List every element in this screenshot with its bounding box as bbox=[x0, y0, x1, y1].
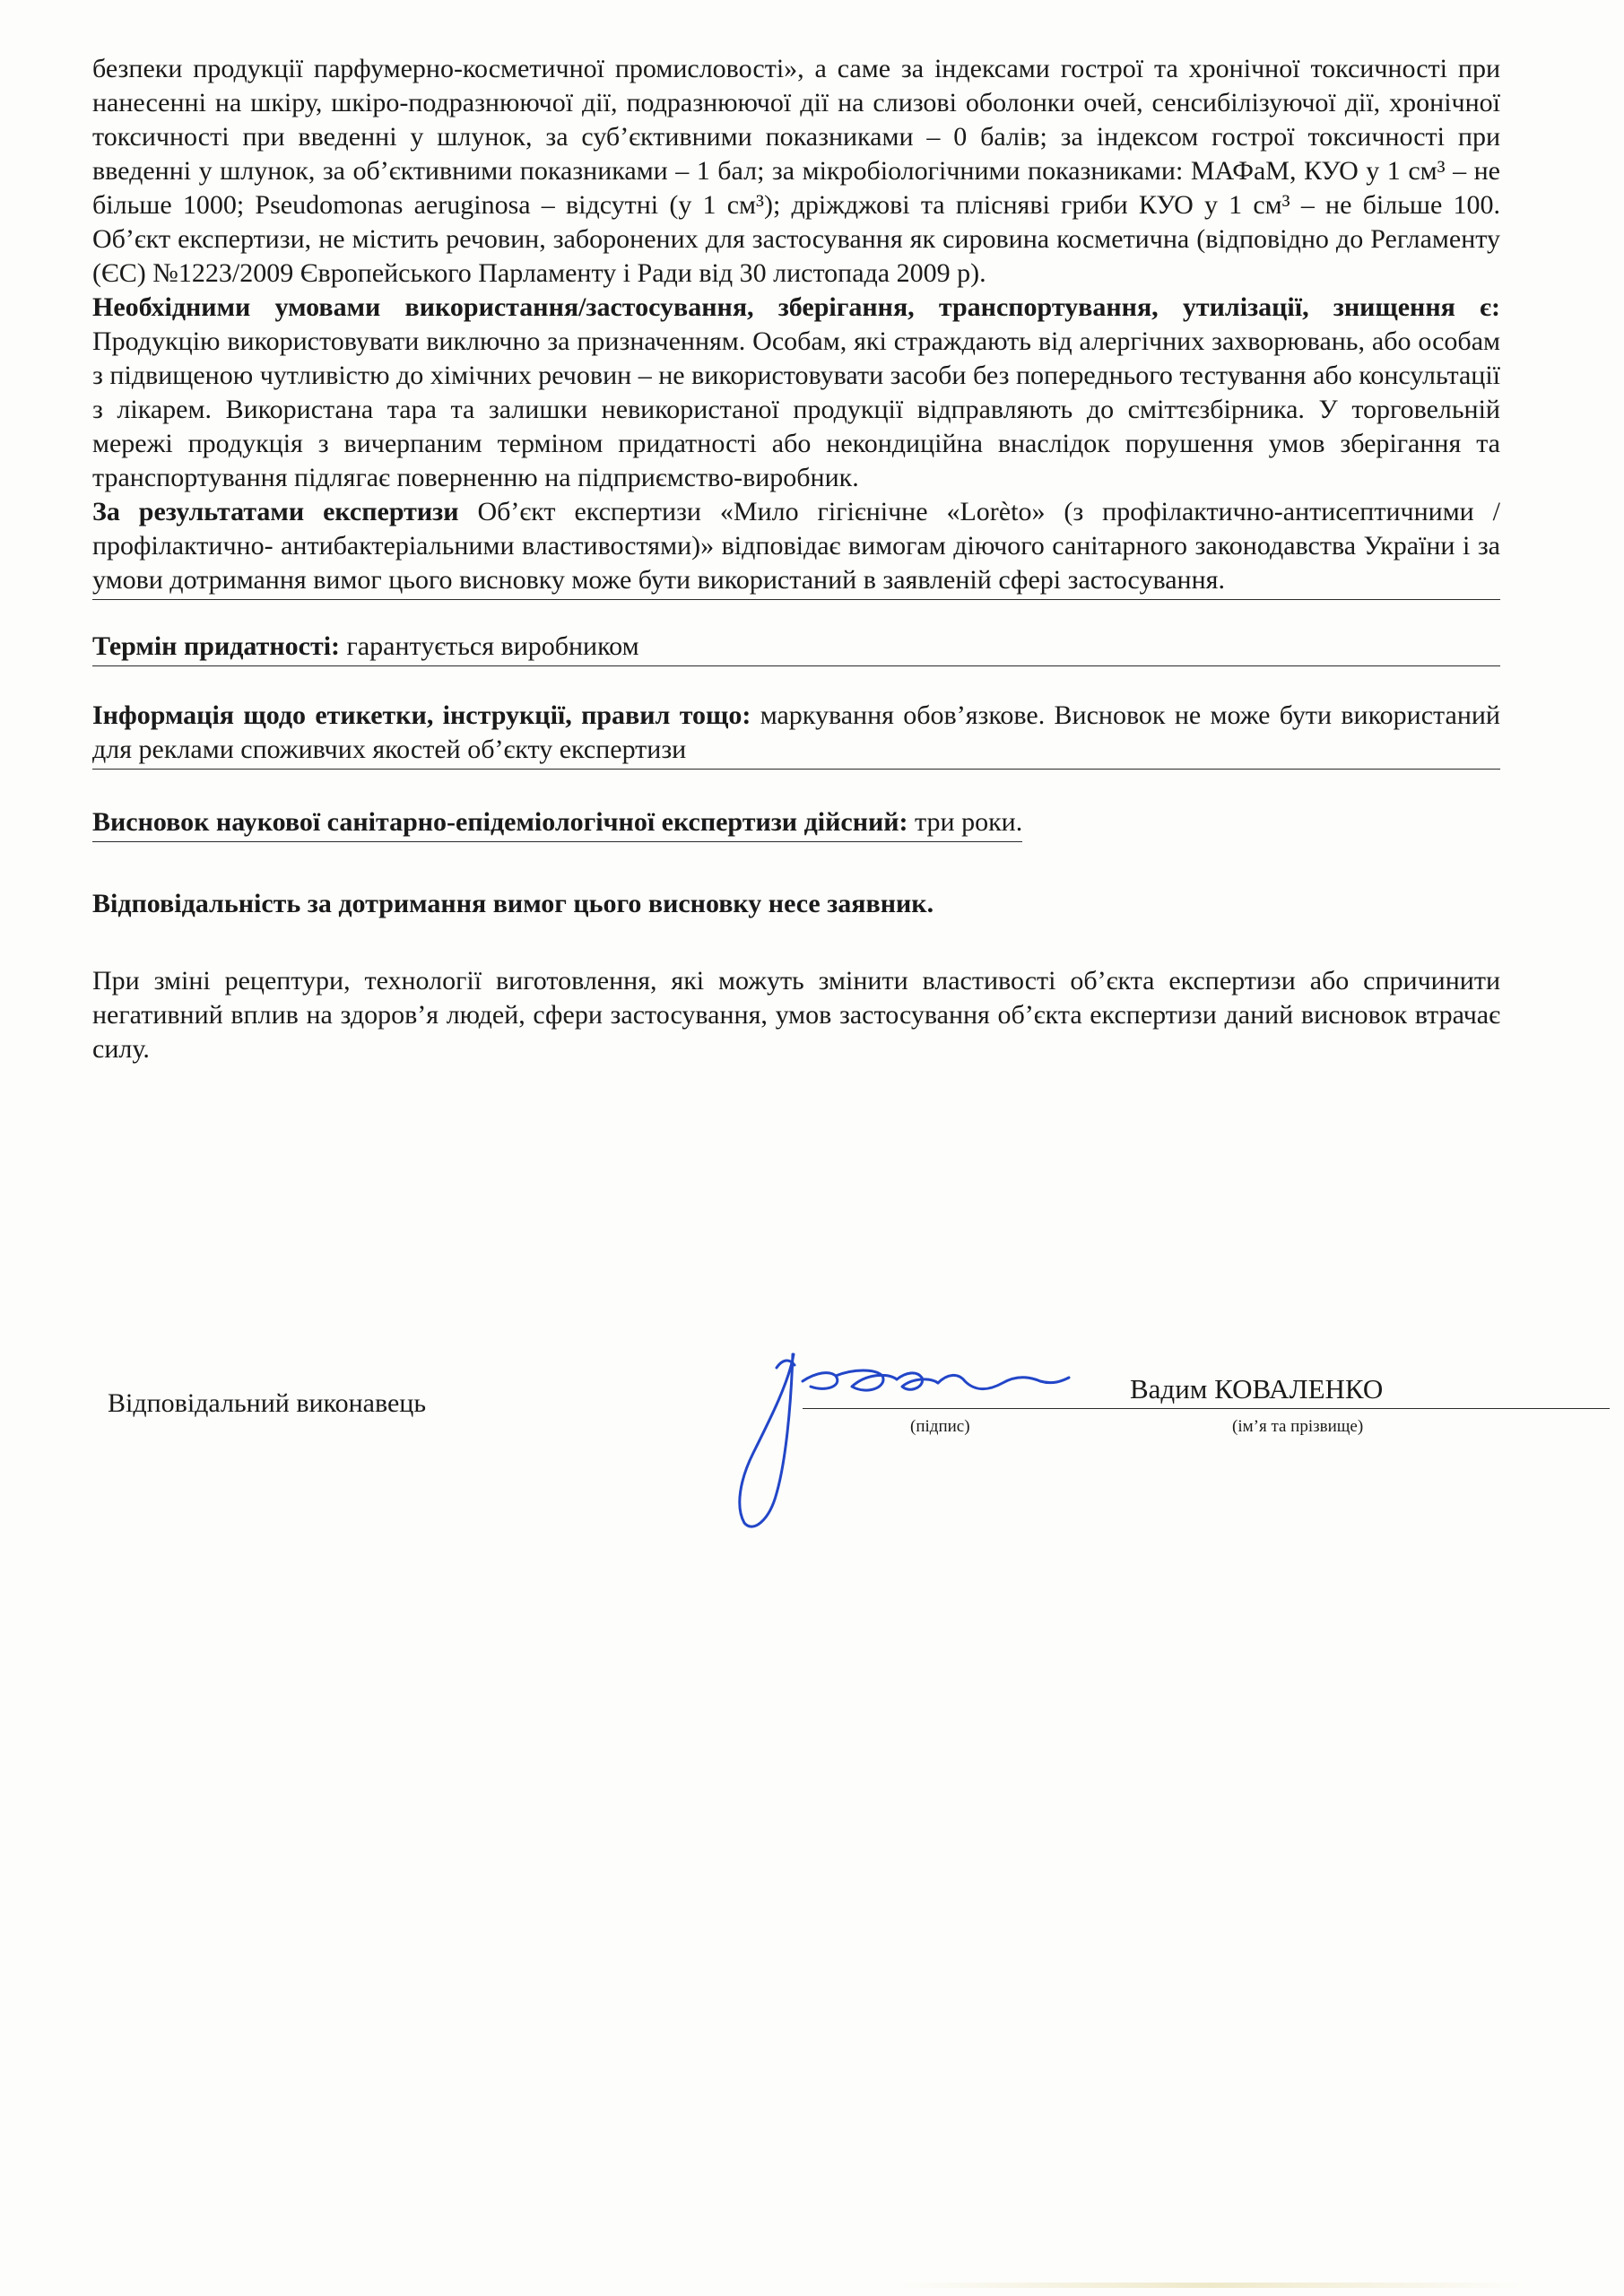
conditions-heading: Необхідними умовами використання/застосування, зберігання, транспортування, утилізації, знищення є: bbox=[92, 292, 1500, 322]
document-body bbox=[92, 52, 1500, 1066]
recipe-change-paragraph: При зміні рецептури, технології виготовлення, які можуть змінити властивості об’єкта експертизи або спричинити негативний вплив на здоров’я людей, сфери застосування, умов застосування об’єкта експертизи даний висновок втрачає силу. bbox=[92, 966, 1500, 1064]
signature-caption: (підпис) bbox=[910, 1417, 970, 1436]
results-paragraph bbox=[92, 495, 1500, 600]
validity-label: Висновок наукової санітарно-епідеміологічної експертизи дійсний: bbox=[92, 807, 908, 837]
conditions-text: Продукцію використовувати виключно за призначенням. Особам, які страждають від алергічних захворювань, або особам з підвищеною чутливістю до хімічних речовин – не використовувати засоби без попереднього тестування або консультації з лікарем. Використана тара та залишки невикористаної продукції відправляють до сміттєзбірника. У торговельній мережі продукція з вичерпаним терміном придатності або некондиційна внаслідок порушення умов зберігання та транспортування підлягає поверненню на підприємство-виробник. bbox=[92, 326, 1500, 492]
shelf-life-label: Термін придатності: bbox=[92, 631, 341, 661]
responsibility-statement: Відповідальність за дотримання вимог цього висновку несе заявник. bbox=[92, 889, 934, 918]
shelf-life-value: гарантується виробником bbox=[346, 631, 639, 661]
label-info-value: маркування обов’язкове. Висновок не може бути використаний для реклами споживчих якостей об’єкту експертизи bbox=[92, 700, 1500, 764]
scan-edge-mark bbox=[897, 2283, 1524, 2288]
label-info-label: Інформація щодо етикетки, інструкції, правил тощо: bbox=[92, 700, 751, 730]
signature-line bbox=[803, 1408, 1610, 1409]
executor-name: Вадим КОВАЛЕНКО bbox=[1130, 1373, 1384, 1405]
signature-block bbox=[108, 1373, 1507, 1489]
name-caption: (ім’я та прізвище) bbox=[1232, 1417, 1364, 1436]
validity-value: три роки. bbox=[915, 807, 1023, 837]
conditions-paragraph bbox=[92, 291, 1500, 495]
intro-paragraph: безпеки продукції парфумерно-косметичної промисловості», а саме за індексами гострої та хронічної токсичності при нанесенні на шкіру, шкіро-подразнюючої дії, подразнюючої дії на слизові оболонки очей, сенсибілізуючої дії, хронічної токсичності при введенні у шлунок, за суб’єктивними показниками – 0 балів; за індексом гострої токсичності при введенні у шлунок, за об’єктивними показниками – 1 бал; за мікробіологічними показниками: МАФаМ, КУО у 1 см³ – не більше 1000; Pseudomonas aeruginosa – відсутні (у 1 см³); дріжджові та плісняві гриби КУО у 1 см³ – не більше 100. Об’єкт експертизи, не містить речовин, заборонених для застосування як сировина косметична (відповідно до Регламенту (ЄС) №1223/2009 Європейського Парламенту і Ради від 30 листопада 2009 р). bbox=[92, 54, 1500, 288]
validity-field bbox=[92, 805, 1500, 842]
shelf-life-field bbox=[92, 630, 1500, 666]
label-info-field bbox=[92, 699, 1500, 770]
executor-label: Відповідальний виконавець bbox=[108, 1388, 427, 1418]
results-heading: За результатами експертизи bbox=[92, 497, 459, 526]
results-text: Об’єкт експертизи «Мило гігієнічне «Lorèto» (з профілактично-антисептичними / профілактично- антибактеріальними властивостями)» відповідає вимогам діючого санітарного законодавства України і за умови дотримання вимог цього висновку може бути використаний в заявленій сфері застосування. bbox=[92, 497, 1501, 595]
